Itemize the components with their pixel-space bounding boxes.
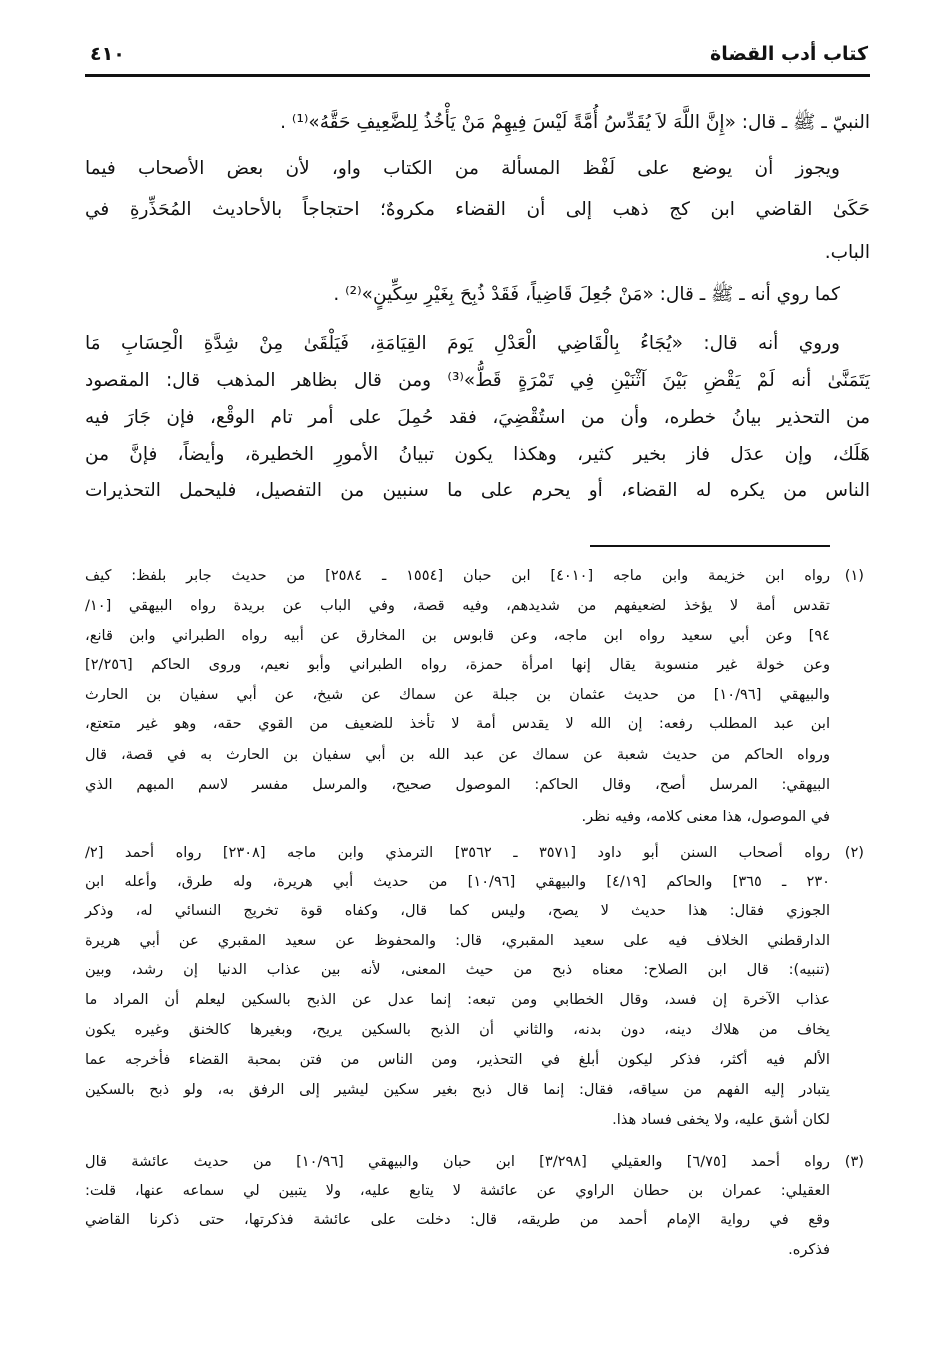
header-rule: [85, 74, 870, 77]
page-number: ٤١٠: [90, 43, 125, 65]
footnote-line: العقيلي: عمران بن حطان الراوي عن عائشة لا يتابع عليه، ولا يتبين لي سماعه عنها، قلت:: [85, 1182, 830, 1199]
text-line: حَكَىٰ القاضي ابن كج ذهب إلى أن القضاء مكروهٌ؛ احتجاجاً بالأحاديث المُحَذِّرةِ في: [85, 199, 870, 220]
text-line: النبيّ ـ ﷺ ـ قال: «إِنَّ اللَّهَ لاَ يُقَدِّسُ أُمَّةً لَيْسَ فِيهِمْ مَنْ يَأْخُذُ لِلضَّعِيفِ حَقَّهُ»⁽¹⁾ .: [280, 112, 870, 133]
footnote-line: ٢٣٠ ـ ٣٦٥] والحاكم [٤/١٩] والبيهقي [١٠/٩٦] من حديث أبي هريرة، وله طرق، وأعله ابن: [85, 873, 831, 890]
footnote-line: ابن عبد المطلب رفعه: إن الله لا يقدس أمة لا تأخذ للضعيف من القوي حقه، وهو غير متعتع،: [85, 715, 830, 732]
text-line: كما روي أنه ـ ﷺ ـ قال: «مَنْ جُعِلَ قَاضِياً، فَقَدْ ذُبِحَ بِغَيْرِ سِكِّينٍ»⁽²⁾ .: [333, 284, 840, 305]
footnote-line: وقع في رواية الإمام أحمد من طريقه، قال: دخلت على عائشة فذكرتها، حتى ذكرنا القاضي: [85, 1211, 830, 1228]
text-line: يَتَمَنَّىٰ أنه لَمْ يَقْضِ بَيْنَ آثْنَيْنِ فِي تَمْرَةٍ قَطُّ»⁽³⁾ ومن قال بظاهر المذهب قال: المقصود: [85, 370, 870, 391]
footnote-line: وعن خولة غير منسوبة يقال إنها امرأة حمزة، رواه الطبراني وأبو نعيم، وروى الحاكم [٢/٢٥٦]: [85, 656, 830, 673]
footnote-line: ورواه الحاكم من حديث شعبة عن سماك عن عبد الله بن أبي سفيان بن الحارث به في قصة، قال: [85, 746, 830, 763]
footnote-line: فذكره.: [788, 1241, 830, 1258]
footnote-line: يخاف من هلاك دينه، دون بدنه، والثاني أن الذبح بالسكين يريح، وبغيرها كالخنق وغيره يكون: [85, 1021, 830, 1038]
footnote-line: الدارقطني الخلاف فيه على سعيد المقبري، قال: والمحفوظ عن سعيد المقبري عن أبي هريرة: [85, 932, 830, 949]
footnote-line: ٩٤] وعن أبي سعيد رواه ابن ماجه، وعن قابوس بن المخارق عن أبيه رواه الطبراني وابن قانع،: [85, 627, 830, 644]
footnote-line: تقدس أمة لا يؤخذ لضعيفهم من شديدهم، وفيه قصة، وفي الباب عن بريدة رواه البيهقي [١٠/: [85, 597, 830, 614]
text-line: الباب.: [824, 242, 870, 263]
text-line: ويجوز أن يوضع على لَفْظ المسألة من الكتاب واو، لأن بعض الأصحاب فيما: [85, 158, 840, 179]
text-line: الناس من يكره له القضاء، أو يحرم على ما سنبين من التفصيل، فليحمل التحذيرات: [85, 480, 870, 501]
footnote-line: لكان أشق عليه، ولا يخفى فساد هذا.: [612, 1111, 830, 1128]
footnote-number: (١): [844, 567, 864, 584]
footnote-line: الألم فيه أكثر، فذكر ليكون أبلغ في التحذير، ومن الناس من فتن بمحبة القضاء فأخرجه عما: [85, 1051, 830, 1068]
footnote-line: عذاب الآخرة إن فسد، وقال الخطابي ومن تبعه: إنما عدل عن الذبح بالسكين ليعلم أن المراد ما: [85, 991, 830, 1008]
footnote-line: رواه أحمد [٦/٧٥] والعقيلي [٣/٢٩٨] ابن حبان والبيهقي [١٠/٩٦] من حديث عائشة قال: [85, 1153, 830, 1170]
footnote-line: (تنبيه): قال ابن الصلاح: معناه ذبح من حيث المعنى، لأنه بين عذاب الدنيا إن رشد، وبين: [85, 961, 830, 978]
footnote-line: رواه أصحاب السنن أبو داود [٣٥٧١ ـ ٣٥٦٢] الترمذي وابن ماجه [٢٣٠٨] رواه أحمد [٢/: [85, 844, 830, 861]
footnote-separator: [590, 545, 830, 547]
text-line: من التحذير بيانُ خطره، وأن من استُقْضِيَ، فقد حُمِلَ على أمر تام الوقْع، فإن جَارَ فيه: [85, 407, 870, 428]
running-header-title: كتاب أدب القضاة: [709, 43, 868, 65]
footnote-line: البيهقي: المرسل أصح، وقال الحاكم: الموصول صحيح، والمرسل مفسر لاسم المبهم الذي: [85, 776, 830, 793]
text-line: وروي أنه قال: «يُجَاءُ بِالْقَاضِي الْعَدْلِ يَومَ القِيَامَةِ، فَيَلْقَىٰ مِنْ شِدَّةِ الْحِسَابِ مَا: [85, 333, 840, 354]
footnote-line: الجوزي فقال: هذا حديث لا يصح، وليس كما قال، وكفاه قوة تخريج النسائي له، وذكر: [85, 902, 830, 919]
text-line: هَلَك، وإن عدَل فاز بخير كثير، وهكذا يكون تبيانُ الأمورِ الخطيرة، وأيضاً، فإنَّ من: [85, 444, 870, 465]
footnote-line: يتبادر إليه الفهم من سياقه، فقال: إنما قال ذبح بغير سكين ليشير إلى الرفق به، ولو ذبح بالسكين: [85, 1081, 830, 1098]
footnote-number: (٢): [844, 844, 864, 861]
footnote-line: في الموصول، هذا معنى كلامه، وفيه نظر.: [581, 808, 830, 825]
footnote-line: رواه ابن خزيمة وابن ماجه [٤٠١٠] ابن حبان [١٥٥٤ ـ ٢٥٨٤] من حديث جابر بلفظ: كيف: [85, 567, 830, 584]
footnote-line: والبيهقي [١٠/٩٦] من حديث عثمان بن جبلة عن سماك عن شيخ، عن أبي سفيان بن الحارث: [85, 686, 830, 703]
footnote-number: (٣): [844, 1153, 864, 1170]
